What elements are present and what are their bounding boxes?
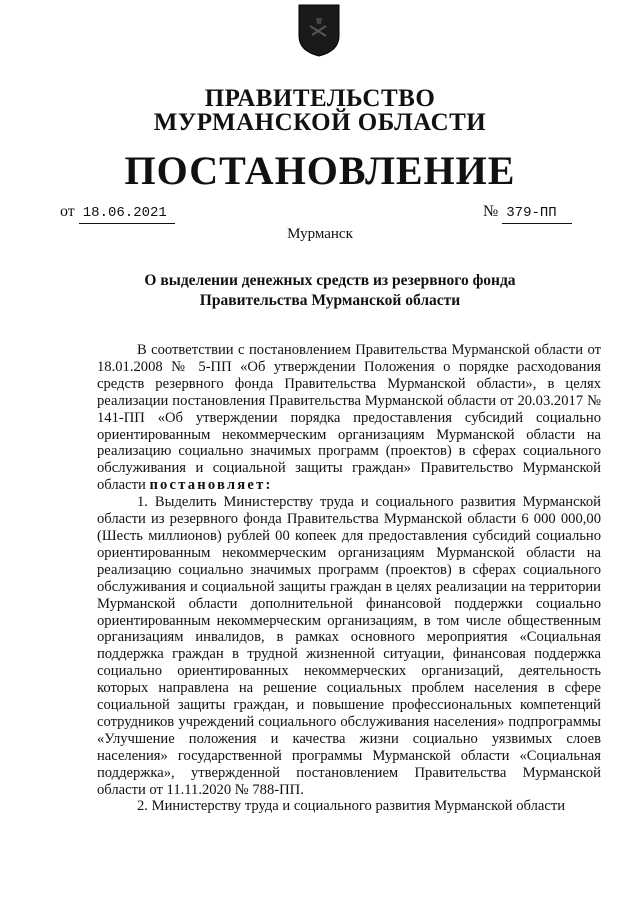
government-title-line2: МУРМАНСКОЙ ОБЛАСТИ: [153, 109, 487, 136]
city-name: Мурманск: [287, 226, 353, 242]
date-field: [60, 202, 175, 224]
date-value: 18.06.2021: [79, 203, 175, 224]
document-subject: [60, 271, 600, 311]
preamble-paragraph: [97, 342, 601, 494]
coat-of-arms-emblem: [296, 2, 342, 58]
date-prefix: от: [60, 203, 75, 220]
document-body: [97, 342, 601, 815]
subject-line2: Правительства Мурманской области: [199, 292, 461, 309]
item-1-paragraph: 1. Выделить Министерству труда и социального развития Мурманской области из резервного фонда Правительства Мурманской области 6 000 000,00 (Шесть миллионов) рублей 00 копеек для предоставления субсидий социально ориентированным некоммерческим организациям Мурманской области на реализацию социально значимых программ (проектов) в сферах социального обслуживания и социальной защиты граждан в целях реализации на территории Мурманской области дополнительной финансовой поддержки социально ориентированным некоммерческим организациям, в том числе общественным организациям инвалидов, в рамках основного мероприятия «Социальная поддержка граждан в трудной жизненной ситуации, финансовая поддержка социально ориентированных некоммерческих организаций, деятельность которых направлена на решение социальных проблем населения в сфере социальной защиты граждан, и повышение профессиональных компетенций сотрудников учреждений социального обслуживания населения» подпрограммы «Улучшение положения и качества жизни социально уязвимых слоев населения» государственной программы Мурманской области «Социальная поддержка», утвержденной постановлением Правительства Мурманской области от 11.11.2020 № 788-ПП.: [97, 494, 601, 798]
government-title-line1: ПРАВИТЕЛЬСТВО: [204, 85, 436, 112]
preamble-text: В соответствии с постановлением Правительства Мурманской области от 18.01.2008 № 5-ПП «Об утверждении Положения о порядке расходования средств резервного фонда Правительства Мурманской области», в целях реализации постановления Правительства Мурманской области от 20.03.2017 № 141-ПП «Об утверждении порядка предоставления субсидий социально ориентированным некоммерческим организациям Мурманской области на реализацию социально значимых программ (проектов) в сферах социального обслуживания и социальной защиты граждан» Правительство Мурманской области: [97, 342, 601, 494]
number-field: [483, 202, 572, 224]
item-2-paragraph: 2. Министерству труда и социального развития Мурманской области: [137, 798, 566, 815]
decree-word: постановляет:: [149, 477, 273, 494]
document-type-title: ПОСТАНОВЛЕНИЕ: [124, 148, 516, 193]
subject-line1: О выделении денежных средств из резервного фонда: [144, 272, 516, 289]
number-value: 379-ПП: [502, 203, 572, 224]
number-prefix: №: [483, 203, 499, 220]
